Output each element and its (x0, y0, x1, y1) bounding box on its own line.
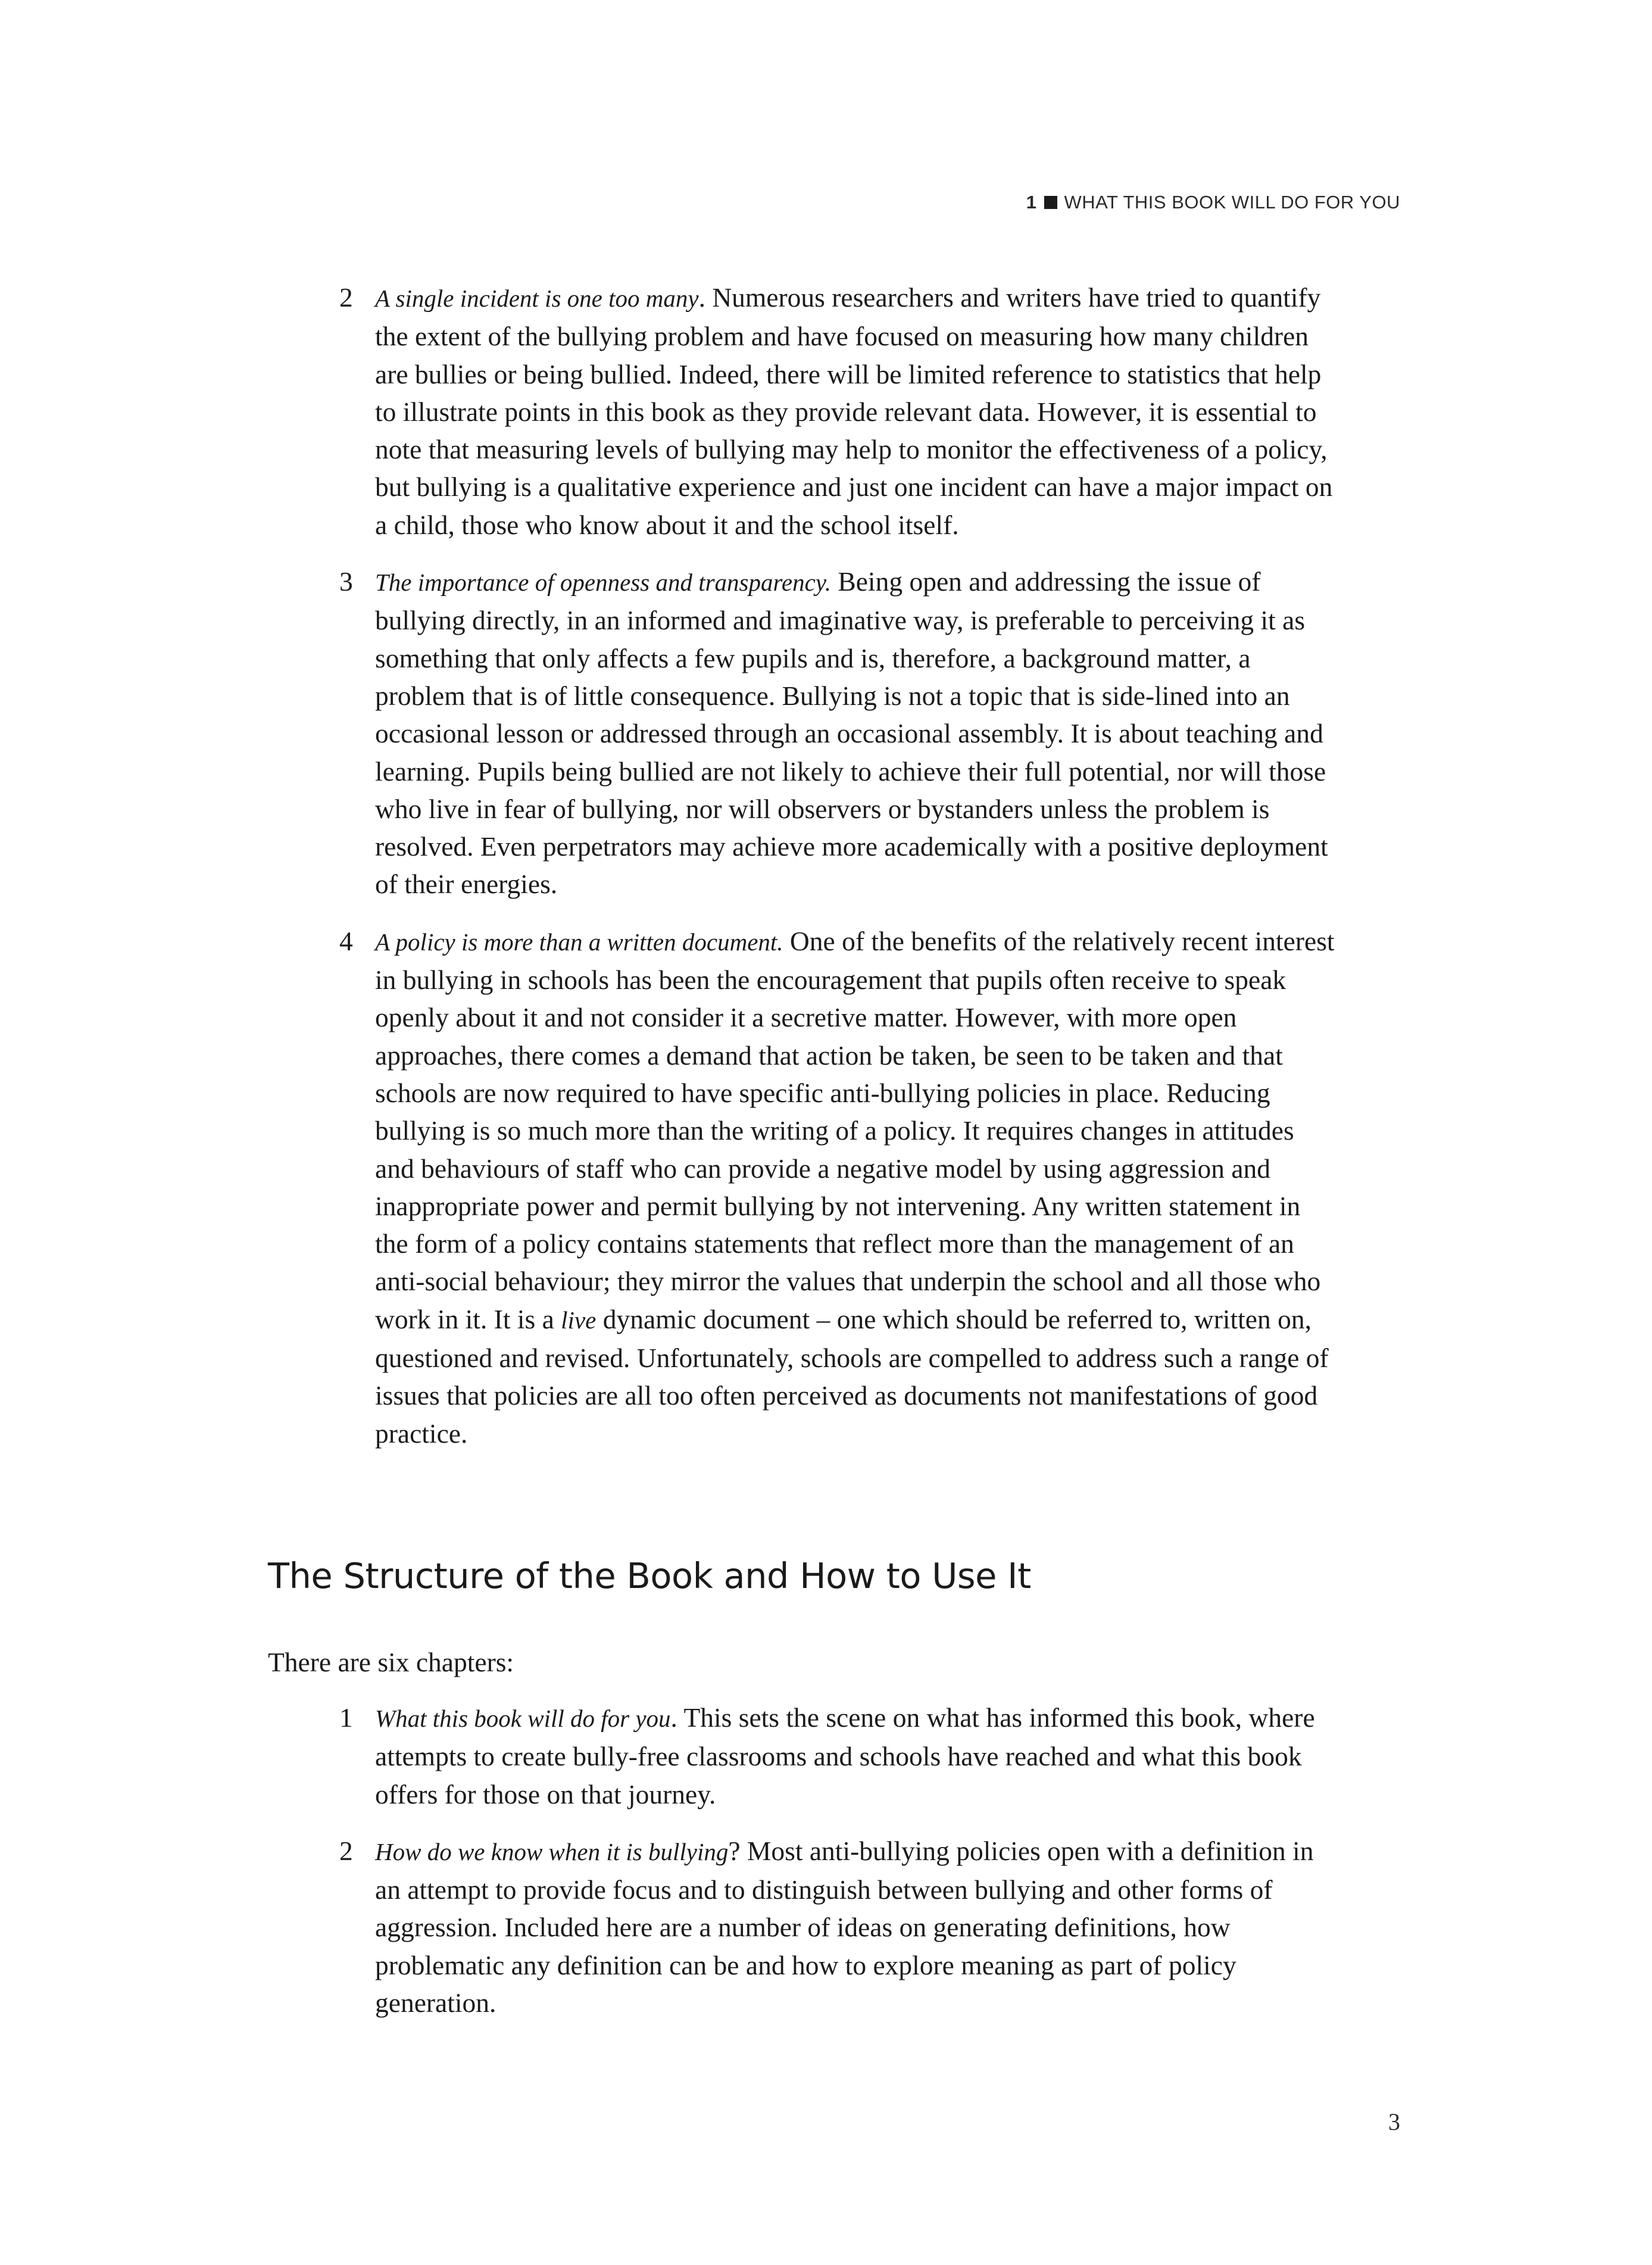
chapter-title: WHAT THIS BOOK WILL DO FOR YOU (1064, 192, 1400, 213)
item-lead: The importance of openness and transparency. (375, 569, 832, 597)
list-item (339, 922, 1339, 1452)
key-points-list (339, 279, 1339, 1471)
item-number: 1 (339, 1702, 353, 1733)
item-number: 4 (339, 925, 353, 956)
square-bullet-icon (1044, 196, 1057, 209)
item-body: Being open and addressing the issue of bullying directly, in an informed and imaginative way, is preferable to perceiving it as something that only affects a few pupils and is, therefore, a background matter, a problem that is of little consequence. Bullying is not a topic that is side-lined into an occasional lesson or addressed through an occasional assembly. It is about teaching and learning. Pupils being bullied are not likely to achieve their full potential, nor will those who live in fear of bullying, nor will observers or bystanders unless the problem is resolved. Even perpetrators may achieve more academically with a positive deployment of their energies. (375, 566, 1328, 900)
item-body: Most anti-bullying policies open with a definition in an attempt to provide focus and to distinguish between bullying and other forms of aggression. Included here are a number of ideas on generating definitions, how problematic any definition can be and how to explore meaning as part of policy generation. (375, 1835, 1314, 2018)
page-number: 3 (1388, 2108, 1400, 2135)
section-intro: There are six chapters: (268, 1647, 514, 1677)
item-emphasis: live (561, 1306, 597, 1334)
item-lead-punct: . (670, 1702, 677, 1733)
item-number: 3 (339, 566, 353, 597)
item-lead: A policy is more than a written document. (375, 928, 783, 956)
list-item (339, 563, 1339, 903)
item-number: 2 (339, 1835, 353, 1866)
item-lead-punct: ? (728, 1835, 741, 1866)
chapters-list (339, 1699, 1339, 2041)
item-lead: What this book will do for you (375, 1705, 671, 1732)
item-lead: A single incident is one too many (375, 285, 699, 312)
item-body-continued: dynamic document – one which should be referred to, written on, questioned and revised. Unfortunately, schools are compelled to address such a range of issues that policies are all too often perceived as documents not manifestations of good practice. (375, 1303, 1329, 1449)
running-head (1026, 192, 1400, 213)
item-body: This sets the scene on what has informed this book, where attempts to create bully-free classrooms and schools have reached and what this book offers for those on that journey. (375, 1702, 1315, 1809)
item-body: One of the benefits of the relatively recent interest in bullying in schools has been the encouragement that pupils often receive to speak openly about it and not consider it a secretive matter. However, with more open approaches, there comes a demand that action be taken, be seen to be taken and that schools are now required to have specific anti-bullying policies in place. Reducing bullying is so much more than the writing of a policy. It requires changes in attitudes and behaviours of staff who can provide a negative model by using aggression and inappropriate power and permit bullying by not intervening. Any written statement in the form of a policy contains statements that reflect more than the management of an anti-social behaviour; they mirror the values that underpin the school and all those who work in it. It is a (375, 925, 1335, 1334)
chapter-number: 1 (1026, 192, 1037, 213)
list-item (339, 1699, 1339, 1813)
list-item (339, 279, 1339, 544)
item-lead: How do we know when it is bullying (375, 1837, 729, 1865)
item-body: Numerous researchers and writers have tried to quantify the extent of the bullying problem and have focused on measuring how many children are bullies or being bullied. Indeed, there will be limited reference to statistics that help to illustrate points in this book as they provide relevant data. However, it is essential to note that measuring levels of bullying may help to monitor the effectiveness of a policy, but bullying is a qualitative experience and just one incident can have a major impact on a child, those who know about it and the school itself. (375, 282, 1333, 540)
item-number: 2 (339, 282, 353, 313)
item-lead-punct: . (698, 282, 705, 313)
list-item (339, 1832, 1339, 2021)
section-heading: The Structure of the Book and How to Use It (268, 1555, 1031, 1596)
